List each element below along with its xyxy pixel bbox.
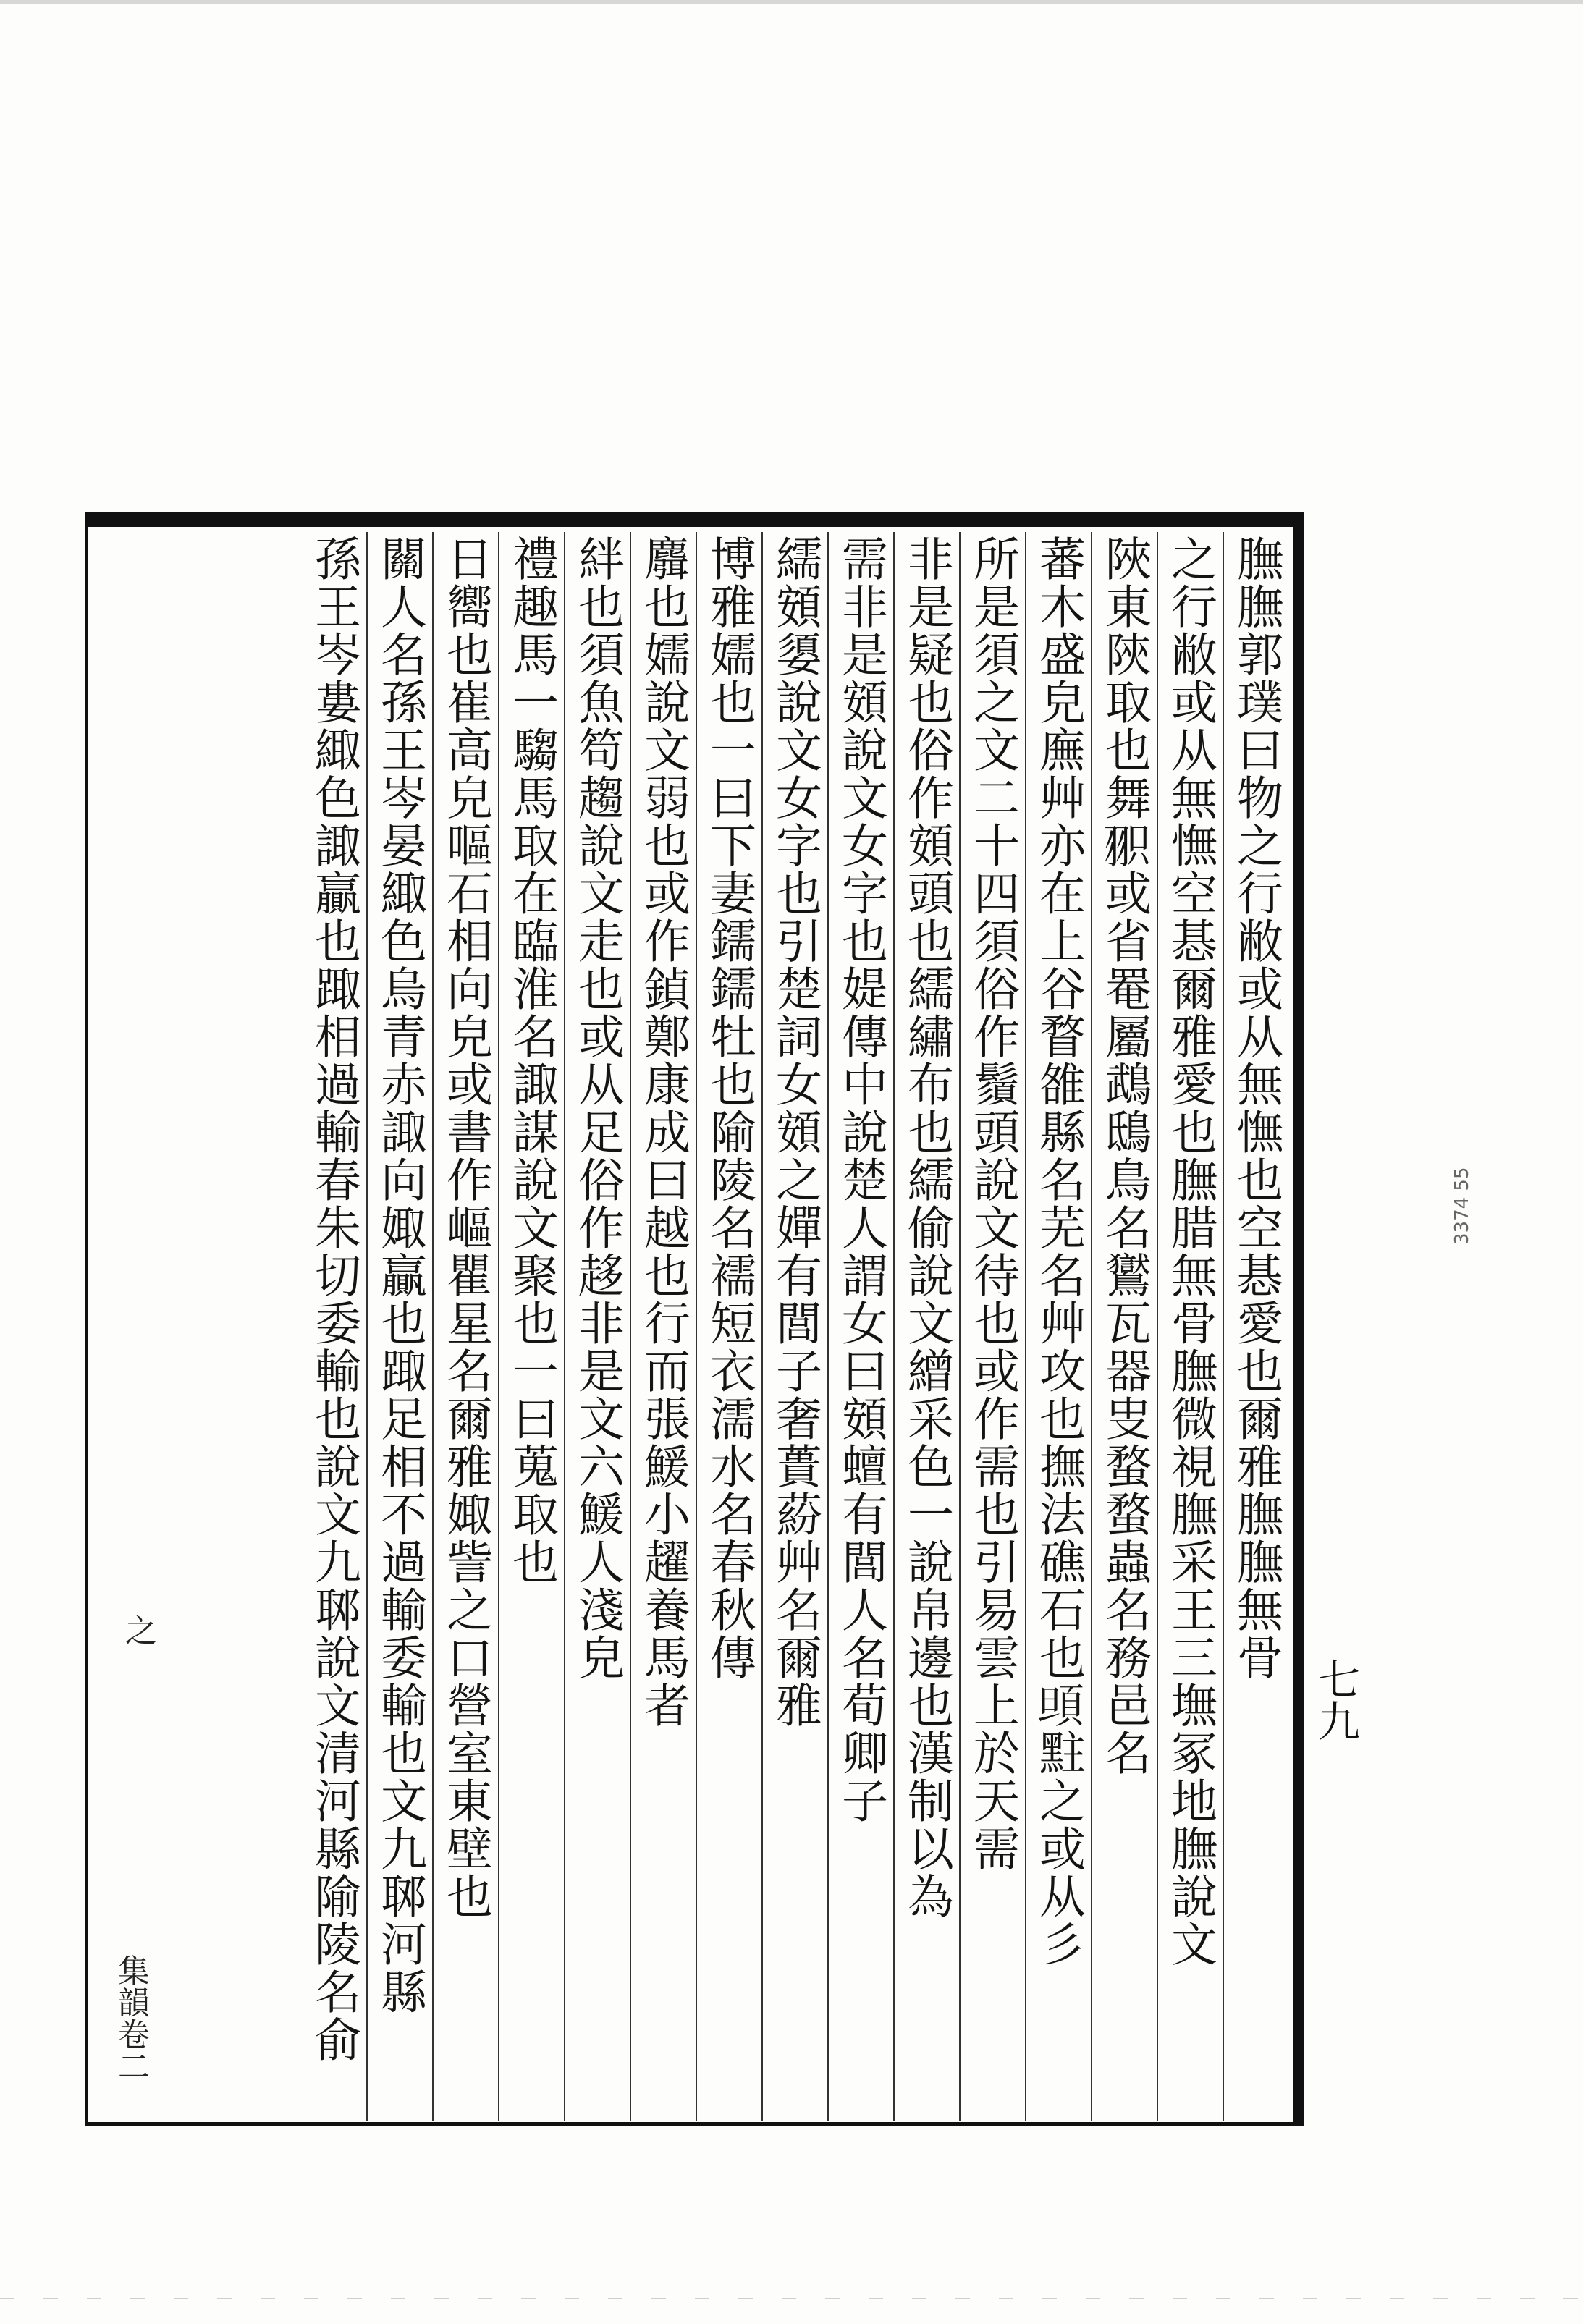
bottom-scan-edge [0, 2298, 1583, 2299]
text-column: 非是疑也俗作頞頭也繻繡布也繻偷說文繒采色一說帛邊也漢制以為 [893, 532, 959, 2121]
text-column: 繻頞嬃說文女字也引楚詞女頞之嬋有閭子奢蕢蒶艸名爾雅 [761, 532, 827, 2121]
text-column: 蕃木盛皃廡艸亦在上谷瞀雒縣名芜名艸攻也撫法礁石也𩑰𪐴之或从彡 [1025, 532, 1091, 2121]
margin-note [109, 1954, 152, 2121]
text-columns [101, 532, 1288, 2121]
archive-stamp: 3374 55 [1451, 1167, 1473, 1245]
margin-mark [116, 1614, 159, 1672]
text-column: 之行敝或从無憮空惎爾雅愛也膴腊無骨膴微視膴采王三墲冢地膴說文 [1157, 532, 1223, 2121]
margin-title: 集韻卷二 [112, 1954, 149, 2082]
top-scan-edge [0, 0, 1583, 4]
text-column: 麛也嬬說文弱也或作鍞鄭康成曰越也行而張鰀小趯養馬者 [630, 532, 696, 2121]
text-column: 絆也須魚笱趨說文走也或从足俗作趍非是文六鰀人淺皃 [564, 532, 630, 2121]
text-column: 所是須之文二十四須俗作鬚頭說文待也或作需也引易雲上於天需 [959, 532, 1025, 2121]
leaf-number: 七九 [1311, 1657, 1360, 1741]
text-column: 禮趣馬一騶馬取在臨淮名諏謀說文聚也一曰蒐取也 [498, 532, 564, 2121]
margin-mark-text: 之 [119, 1614, 156, 1646]
text-column: 關人名孫王岑晏緅色烏青赤諏向娵贏也踙足相不過輸委輸也文九郰河縣 [366, 532, 432, 2121]
text-column: 膴膴郭璞曰物之行敝或从無憮也空惎愛也爾雅膴膴無骨 [1223, 532, 1288, 2121]
text-column: 陜東陝取也舞𦐖或省罨屬鵡鴟鳥名鸑瓦器㕜蝥蝥蟲名務邑名 [1091, 532, 1157, 2121]
text-column: 博雅嬬也一曰下妻鑐鑐牡也隃陵名襦短衣濡水名春秋傳 [696, 532, 761, 2121]
text-column: 孫王岑婁緅色諏贏也踙相過輸春朱切委輸也說文九郰說文清河縣隃陵名俞 [307, 535, 360, 2063]
text-column: 日嚮也崔高皃嘔石相向皃或書作嶇瞿星名爾雅娵訾之口營室東壁也 [432, 532, 498, 2121]
text-column: 需非是頞說文女字也媞傳中說楚人謂女曰頞蟺有閭人名荀卿子 [827, 532, 893, 2121]
